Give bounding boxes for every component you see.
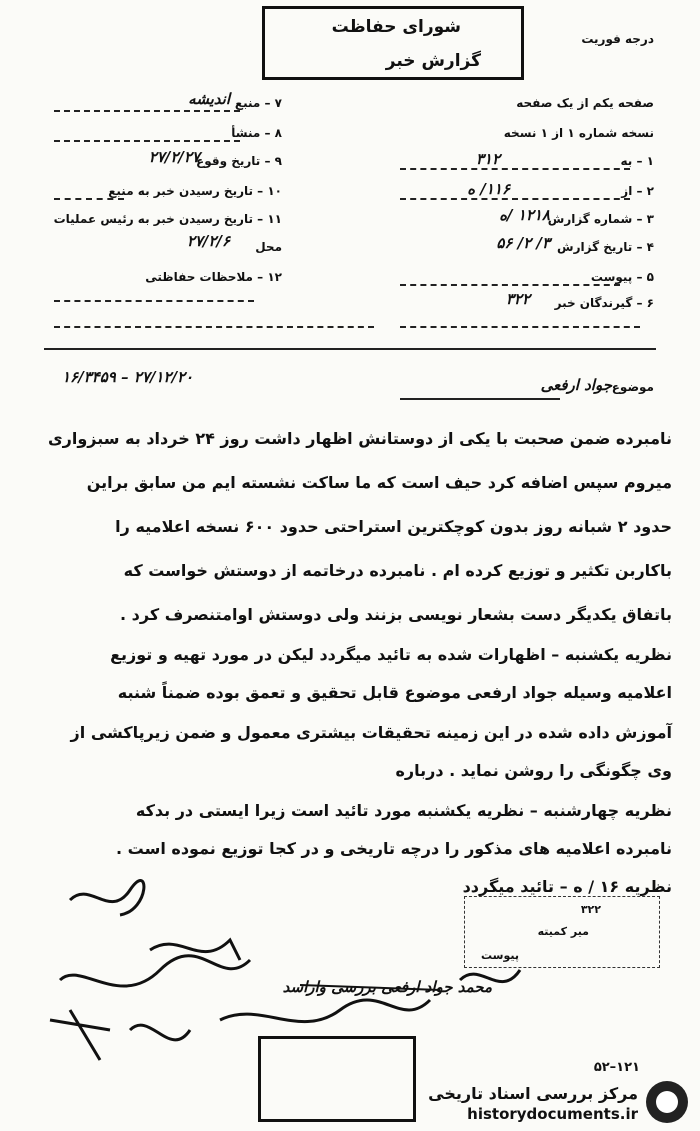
subject-value: جواد ارفعی [540,376,612,394]
to-value: ۳۱۲ [475,150,500,168]
event-date-label: ۹ – تاریخ وقوع [196,154,282,168]
body-line-9: وی چگونگی را روشن نماید . درباره [395,761,672,780]
stamp-subtitle: گزارش خبر [385,51,481,71]
recipients-value: ۳۲۲ [505,290,530,308]
recipients-label: ۶ – گیرندگان خبر [554,296,654,310]
from-line [400,198,630,200]
security-label: ۱۲ – ملاحظات حفاظتی [145,270,282,284]
copy-label: نسخه شماره ۱ از ۱ نسخه [503,126,654,140]
body-line-6: نظریه یکشنبه – اظهارات شده به تائید میگردد لیکن در مورد تهیه و توزیع [110,645,672,664]
body-line-10: نظریه چهارشنبه – نظریه یکشنبه مورد تائید است زیرا ایستی در بدکه [135,801,672,820]
to-line [400,168,630,170]
body-line-12: نظریه ۱۶ / ه – تائید میگردد [462,877,672,896]
body-line-3: حدود ۲ شبانه روز بدون کوچکترین استراحتی حدود ۶۰۰ نسخه اعلامیه را [115,517,672,536]
name-line: محمد جواد ارفعی بررسی واراسد [282,978,492,996]
report-no-label: ۳ – شماره گزارش [547,212,654,226]
history-documents-logo-icon [646,1081,688,1123]
source-line [54,110,240,112]
body-line-7: اعلامیه وسیله جواد ارفعی موضوع قابل تحقیق و تعمق بوده ضمناً شنبه [117,683,672,702]
location-label: محل [255,240,282,254]
header-stamp [262,6,524,80]
receipt-stamp-title: میر کمیته [537,925,589,938]
security-line-1 [54,300,254,302]
to-label: ۱ – به [620,154,654,168]
doc-number: ۵۲–۱۲۱ [593,1060,640,1075]
body-line-5: باتفاق یکدیگر دست بشعار نویسی بزنند ولی دوستش اوامتنصرف کرد . [120,605,672,624]
source-receipt-label: ۱۰ – تاریخ رسیدن خبر به منبع [108,184,282,198]
body-line-1: نامبرده ضمن صحبت با یکی از دوستانش اظهار داشت روز ۲۴ خرداد به سبزواری [47,429,672,448]
ops-receipt-value: ۲۷/۲/۶ [186,232,230,250]
from-value: ۱۱۶/ ه [467,180,510,198]
attachment-line [400,284,620,286]
body-line-8: آموزش داده شده در این زمینه تحقیقات بیشتری معمول و ضمن زیرپاکشی از [70,723,672,742]
subject-underline [400,398,560,400]
recipients-line [400,326,640,328]
attachment-label: ۵ – پیوست [590,270,654,284]
site-url[interactable]: historydocuments.ir [467,1105,638,1123]
source-receipt-line [54,198,124,200]
source-value: اندیشه [188,90,230,108]
body-line-11: نامبرده اعلامیه های مذکور را درچه تاریخی و در کجا توزیع نموده است . [116,839,672,858]
origin-label: ۸ – منشأ [231,126,282,140]
ops-receipt-label: ۱۱ – تاریخ رسیدن خبر به رئیس عملیات [53,212,282,226]
degree-label: درجه فوریت [581,32,654,46]
event-date-value: ۲۷/۲/۲۷ [148,148,200,166]
source-label: ۷ – منبع [234,96,282,110]
header-divider [44,348,656,350]
security-line-2 [54,326,374,328]
site-footer [0,1073,700,1131]
subject-ref: ۱۶/۳۴۵۹ – ۲۷/۱۲/۲۰ [62,368,194,386]
origin-line [54,140,240,142]
report-date-label: ۴ – تاریخ گزارش [557,240,654,254]
receipt-stamp-attachment: پیوست [481,949,519,962]
receipt-stamp-number: ۳۲۲ [580,903,601,916]
body-line-2: میروم سپس اضافه کرد حیف است که ما ساکت نشسته ایم من سابق براین [86,473,672,492]
from-label: ۲ – از [621,184,654,198]
site-name: مرکز بررسی اسناد تاریخی [428,1084,638,1103]
body-line-4: باکاربن تکثیر و توزیع کرده ام . نامبرده درخاتمه از دوستش خواست که [123,561,672,580]
report-date-value: ۳/ ۲/ ۵۶ [496,234,550,252]
report-no-value: ۱۲۱۸ /ه [499,206,550,224]
stamp-title: شورای حفاظت [331,17,461,37]
page-label: صفحه یکم از یک صفحه [516,96,654,110]
subject-label: موضوع [611,380,654,394]
